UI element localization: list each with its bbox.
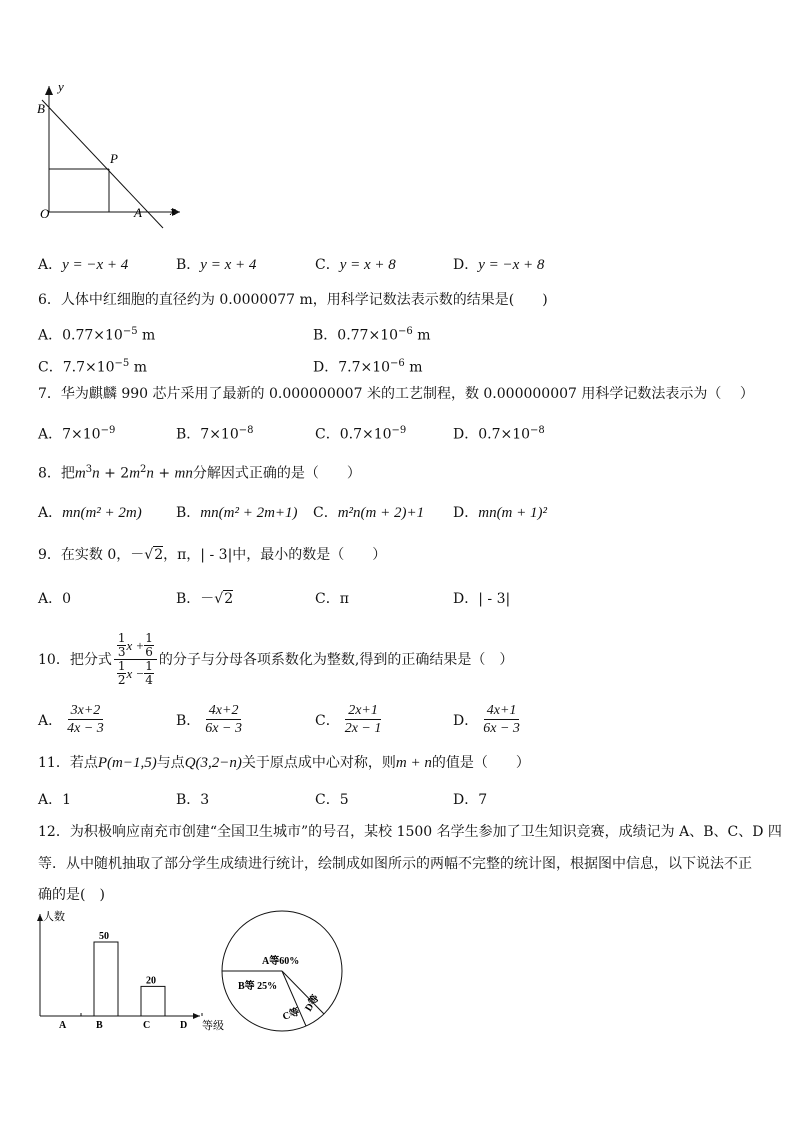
- q11-option-a[interactable]: A．1: [38, 792, 72, 808]
- unit: m: [404, 359, 423, 376]
- q11-option-b[interactable]: B．3: [176, 792, 210, 808]
- option-text: A．0.77×10: [38, 327, 123, 344]
- numerator: 1: [145, 658, 153, 673]
- numerator: 3x+2: [68, 702, 104, 720]
- option-expr: mn(m + 1)²: [478, 505, 548, 521]
- op: + 2: [99, 465, 130, 482]
- sqrt-symbol: √: [214, 591, 224, 607]
- axis-y-label: y: [58, 79, 64, 94]
- option-letter: B．: [176, 505, 201, 521]
- q9-stem: [38, 546, 386, 564]
- bar-category-label: C: [143, 1020, 151, 1031]
- denominator: 2x − 1: [344, 721, 382, 736]
- origin-label: O: [40, 206, 50, 221]
- fraction: [64, 702, 107, 737]
- numerator: 4x+2: [206, 702, 242, 720]
- bar-value-label: 50: [99, 931, 109, 942]
- op: +: [153, 465, 175, 482]
- numerator: 4x+1: [484, 702, 520, 720]
- bar-category-label: B: [96, 1020, 103, 1031]
- q7-option-b[interactable]: [176, 422, 254, 444]
- option-letter: A．: [38, 426, 63, 443]
- unit: m: [137, 327, 156, 344]
- q8-option-a[interactable]: [38, 504, 142, 522]
- option-letter: B．: [176, 257, 201, 273]
- bar-ylabel: 人数: [43, 911, 65, 923]
- point-a-label: A: [134, 205, 142, 220]
- q11-option-c[interactable]: C．5: [315, 792, 349, 808]
- var: m: [129, 465, 141, 482]
- option-letter: D．: [453, 257, 479, 273]
- q5-option-d[interactable]: [453, 256, 544, 274]
- q10-stem: [38, 622, 513, 696]
- q6-stem: 6．人体中红细胞的直径约为 0.0000077 m，用科学记数法表示数的结果是( ): [38, 292, 548, 308]
- q5-option-b[interactable]: [176, 256, 256, 274]
- option-expr: y = −x + 8: [478, 257, 545, 273]
- option-expr: y = x + 8: [339, 257, 396, 273]
- stem-text: 8．把: [38, 465, 75, 482]
- bar-value-label: 20: [146, 975, 156, 987]
- q10-option-b[interactable]: [176, 702, 247, 737]
- q5-option-c[interactable]: [315, 256, 396, 274]
- bar-category-label: A: [59, 1020, 67, 1031]
- point-b-label: B: [37, 101, 45, 116]
- q11-option-d[interactable]: D．7: [453, 792, 488, 808]
- pie-chart: [218, 906, 348, 1036]
- exponent: −9: [391, 425, 407, 436]
- line-graph-figure: [30, 78, 200, 238]
- option-text: 7×10: [200, 426, 239, 443]
- option-letter: D．: [453, 426, 479, 443]
- fraction: [144, 632, 154, 659]
- numerator: 1: [117, 658, 126, 673]
- denominator: 6x − 3: [205, 721, 242, 736]
- term: x −: [126, 665, 145, 681]
- point-expr: P(m−1,5): [97, 755, 157, 771]
- expr: m + n: [395, 755, 432, 771]
- exponent: −8: [530, 425, 545, 436]
- q7-option-c[interactable]: [315, 422, 406, 444]
- fraction: [202, 702, 245, 737]
- numerator: 1: [145, 630, 153, 645]
- unit: m: [412, 327, 431, 344]
- option-text: 0.7×10: [339, 426, 392, 443]
- option-text: B．－: [176, 591, 215, 607]
- option-text: 7×10: [62, 426, 101, 443]
- q6-option-b[interactable]: [313, 323, 431, 345]
- option-letter: C．: [315, 712, 340, 729]
- option-letter: D．: [453, 712, 479, 729]
- var: m: [74, 465, 86, 482]
- unit: m: [129, 359, 148, 376]
- exponent: −5: [114, 358, 130, 369]
- option-expr: mn(m² + 2m+1): [200, 505, 298, 521]
- option-text: C．7.7×10: [38, 359, 115, 376]
- option-expr: mn(m² + 2m): [62, 505, 142, 521]
- point-expr: Q(3,2−n): [184, 755, 242, 771]
- point-p-label: P: [110, 151, 118, 166]
- q6-option-c[interactable]: [38, 355, 147, 377]
- exponent: 3: [85, 464, 93, 475]
- option-text: 0.7×10: [478, 426, 531, 443]
- pie-slice-label: C等: [281, 1006, 302, 1023]
- sqrt-symbol: √: [144, 547, 154, 563]
- term: x +: [126, 637, 145, 653]
- q5-option-a[interactable]: [38, 256, 128, 274]
- q6-option-a[interactable]: [38, 323, 155, 345]
- option-expr: y = x + 4: [200, 257, 257, 273]
- q12-line-2: 等．从中随机抽取了部分学生成绩进行统计，绘制成如图所示的两幅不完整的统计图，根据图中信息，以下说法不正: [38, 856, 752, 872]
- exponent: −6: [390, 358, 405, 369]
- option-letter: A．: [38, 257, 63, 273]
- radicand: 2: [224, 591, 234, 607]
- stem-text: 10．把分式: [38, 652, 112, 668]
- q9-option-a[interactable]: A．0: [38, 591, 72, 607]
- option-expr: m²n(m + 2)+1: [337, 505, 425, 521]
- bar-chart: [30, 906, 230, 1032]
- stem-text: 9．在实数 0，－: [38, 547, 145, 563]
- pie-slice-label: D等: [303, 993, 322, 1014]
- exponent: 2: [140, 464, 147, 475]
- q10-option-a[interactable]: [38, 702, 109, 737]
- q10-option-d[interactable]: [453, 702, 525, 737]
- denominator: 6: [145, 644, 153, 659]
- fraction: [342, 702, 385, 737]
- q8-option-b[interactable]: [176, 504, 298, 522]
- denominator: 4: [145, 672, 153, 687]
- option-letter: B．: [176, 426, 201, 443]
- q10-option-c[interactable]: [315, 702, 386, 737]
- bar: [94, 942, 118, 1016]
- axis-x-label: x: [170, 203, 176, 218]
- stem-text: 的分子与分母各项系数化为整数,得到的正确结果是（ ）: [158, 652, 514, 668]
- q11-stem: [38, 754, 530, 772]
- q9-option-d[interactable]: D．| - 3|: [453, 591, 511, 607]
- stem-text: 分解因式正确的是（ ）: [192, 465, 361, 482]
- compound-fraction: [114, 632, 157, 687]
- option-text: B．0.77×10: [313, 327, 399, 344]
- bar-category-label: D: [180, 1020, 188, 1031]
- radicand: 2: [154, 547, 164, 563]
- q9-option-b[interactable]: [176, 590, 233, 608]
- denominator: 6x − 3: [483, 721, 520, 736]
- option-letter: D．: [453, 505, 479, 521]
- fraction: [144, 660, 154, 687]
- var: n: [146, 465, 154, 482]
- option-letter: A．: [38, 505, 63, 521]
- stem-text: ，π，| - 3|中，最小的数是（ ）: [163, 547, 387, 563]
- q12-line-3: 确的是( ): [38, 887, 105, 903]
- q9-option-c[interactable]: C．π: [315, 591, 349, 607]
- option-letter: B．: [176, 712, 201, 729]
- option-letter: C．: [315, 426, 340, 443]
- stem-text: 关于原点成中心对称，则: [241, 755, 396, 771]
- bar-xlabel: 等级: [202, 1020, 224, 1032]
- var: n: [92, 465, 100, 482]
- denominator: 4x − 3: [67, 721, 104, 736]
- q6-option-d[interactable]: [313, 355, 423, 377]
- option-text: D．7.7×10: [313, 359, 391, 376]
- option-letter: C．: [313, 505, 338, 521]
- var: mn: [174, 465, 193, 482]
- pie-slice-label: A等60%: [262, 956, 300, 967]
- stem-text: 11．若点: [38, 755, 98, 771]
- q8-option-c[interactable]: [313, 504, 424, 522]
- exponent: −9: [100, 425, 116, 436]
- exponent: −6: [398, 326, 413, 337]
- denominator: 3: [117, 644, 126, 659]
- q7-stem: 7．华为麒麟 990 芯片采用了最新的 0.000000007 米的工艺制程，数 0.000000007 用科学记数法表示为（ ）: [38, 386, 754, 402]
- exponent: −8: [238, 425, 254, 436]
- option-letter: A．: [38, 712, 63, 729]
- stem-text: 的值是（ ）: [431, 755, 530, 771]
- q7-option-d[interactable]: [453, 422, 545, 444]
- option-letter: C．: [315, 257, 340, 273]
- bar: [141, 986, 165, 1016]
- exponent: −5: [122, 326, 138, 337]
- pie-slice-label: B等 25%: [238, 981, 278, 992]
- q8-option-d[interactable]: [453, 504, 547, 522]
- q12-line-1: 12．为积极响应南充市创建“全国卫生城市”的号召，某校 1500 名学生参加了卫生知识竞赛，成绩记为 A、B、C、D 四: [38, 824, 782, 840]
- denominator: 2: [117, 672, 126, 687]
- numerator: 2x+1: [345, 702, 381, 720]
- option-expr: y = −x + 4: [62, 257, 129, 273]
- stem-text: 与点: [156, 755, 185, 771]
- q8-stem: [38, 461, 361, 483]
- numerator: 1: [117, 630, 126, 645]
- q7-option-a[interactable]: [38, 422, 115, 444]
- fraction: [480, 702, 523, 737]
